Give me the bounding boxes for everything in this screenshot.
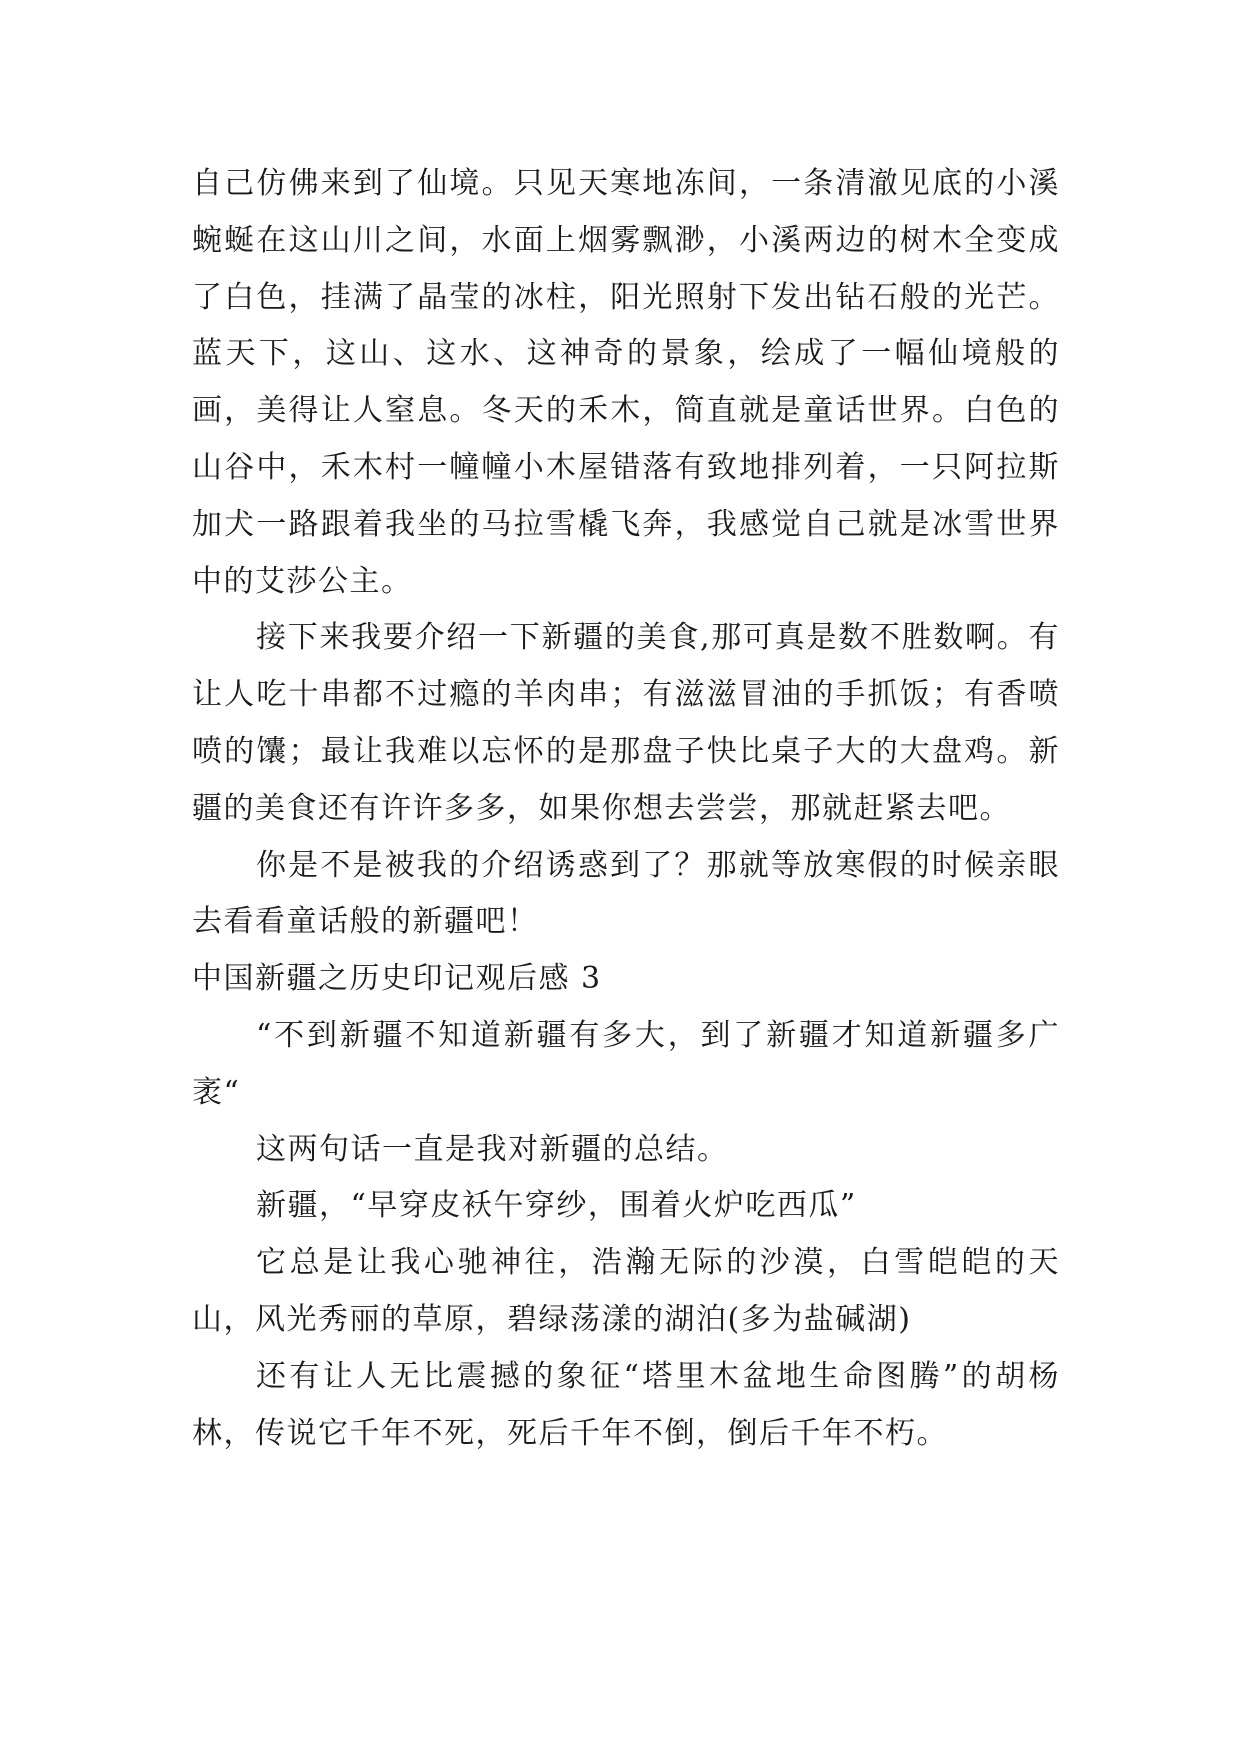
paragraph-saying: 新疆，“早穿皮袄午穿纱，围着火炉吃西瓜” — [256, 1188, 857, 1224]
paragraph-food: 接下来我要介绍一下新疆的美食,那可真是数不胜数啊。有让人吃十串都不过瘾的羊肉串；有滋滋冒油的手抓饭；有香喷喷的馕；最让我难以忘怀的是那盘子快比桌子大的大盘鸡。新疆的美食还有许许多多，如果你想去尝尝，那就赶紧去吧。 — [192, 620, 1060, 826]
paragraph-invitation: 你是不是被我的介绍诱惑到了？那就等放寒假的时候亲眼去看看童话般的新疆吧！ — [192, 847, 1060, 940]
section-heading: 中国新疆之历史印记观后感 3 — [192, 961, 602, 997]
document-page — [192, 156, 1060, 1462]
paragraph-fairyland: 自己仿佛来到了仙境。只见天寒地冻间，一条清澈见底的小溪蜿蜒在这山川之间，水面上烟雾飘渺，小溪两边的树木全变成了白色，挂满了晶莹的冰柱，阳光照射下发出钻石般的光芒。蓝天下，这山、这水、这神奇的景象，绘成了一幅仙境般的画，美得让人窒息。冬天的禾木，简直就是童话世界。白色的山谷中，禾木村一幢幢小木屋错落有致地排列着，一只阿拉斯加犬一路跟着我坐的马拉雪橇飞奔，我感觉自己就是冰雪世界中的艾莎公主。 — [192, 166, 1060, 599]
paragraph-populus: 还有让人无比震撼的象征“塔里木盆地生命图腾”的胡杨林，传说它千年不死，死后千年不倒，倒后千年不朽。 — [192, 1358, 1060, 1451]
paragraph-landscape: 它总是让我心驰神往，浩瀚无际的沙漠，白雪皑皑的天山，风光秀丽的草原，碧绿荡漾的湖泊(多为盐碱湖) — [192, 1245, 1060, 1337]
paragraph-quote: “不到新疆不知道新疆有多大，到了新疆才知道新疆多广袤“ — [192, 1017, 1060, 1110]
paragraph-summary: 这两句话一直是我对新疆的总结。 — [256, 1131, 729, 1167]
